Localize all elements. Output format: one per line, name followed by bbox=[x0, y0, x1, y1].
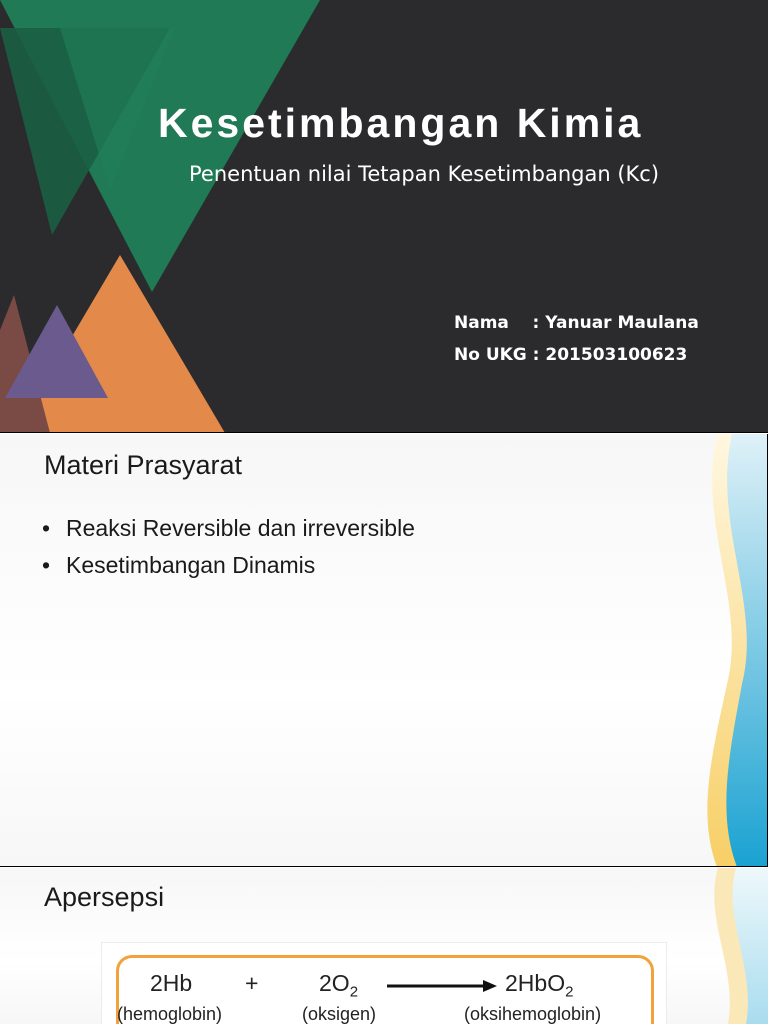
prerequisite-slide bbox=[0, 434, 768, 867]
slide-heading: Materi Prasyarat bbox=[44, 450, 243, 480]
label-hemoglobin: (hemoglobin) bbox=[117, 1004, 223, 1024]
decorative-triangles bbox=[0, 0, 768, 433]
slide-title: Kesetimbangan Kimia bbox=[158, 100, 644, 146]
author-name: Nama : Yanuar Maulana bbox=[454, 313, 699, 333]
slide-heading: Apersepsi bbox=[44, 882, 165, 912]
title-slide bbox=[0, 0, 768, 433]
list-item bbox=[42, 547, 415, 584]
ukg-number: No UKG : 201503100623 bbox=[454, 345, 688, 365]
bullet-icon: • bbox=[42, 515, 51, 541]
list-item-text: Reaksi Reversible dan irreversible bbox=[66, 515, 415, 541]
apperception-slide bbox=[0, 868, 768, 1024]
list-item bbox=[42, 510, 415, 547]
bullet-list bbox=[42, 510, 415, 584]
list-item-text: Kesetimbangan Dinamis bbox=[66, 552, 316, 578]
product-oxyhemoglobin: 2HbO$_2$ bbox=[505, 970, 574, 1001]
label-oksihemoglobin: (oksihemoglobin) bbox=[464, 1004, 602, 1024]
reactant-oxygen: $2O_2$ bbox=[319, 970, 359, 1001]
arrow-right-icon bbox=[387, 978, 497, 994]
wave-decoration bbox=[658, 868, 768, 1024]
reaction-box bbox=[116, 955, 654, 1024]
bullet-icon: • bbox=[42, 552, 51, 578]
plus-sign: + bbox=[245, 970, 259, 996]
slide-subtitle: Penentuan nilai Tetapan Kesetimbangan (Kc) bbox=[189, 162, 660, 186]
reaction-image bbox=[101, 942, 667, 1024]
wave-decoration bbox=[657, 434, 767, 867]
label-oksigen: (oksigen) bbox=[302, 1004, 377, 1024]
reactant-hemoglobin: 2Hb bbox=[150, 970, 193, 996]
